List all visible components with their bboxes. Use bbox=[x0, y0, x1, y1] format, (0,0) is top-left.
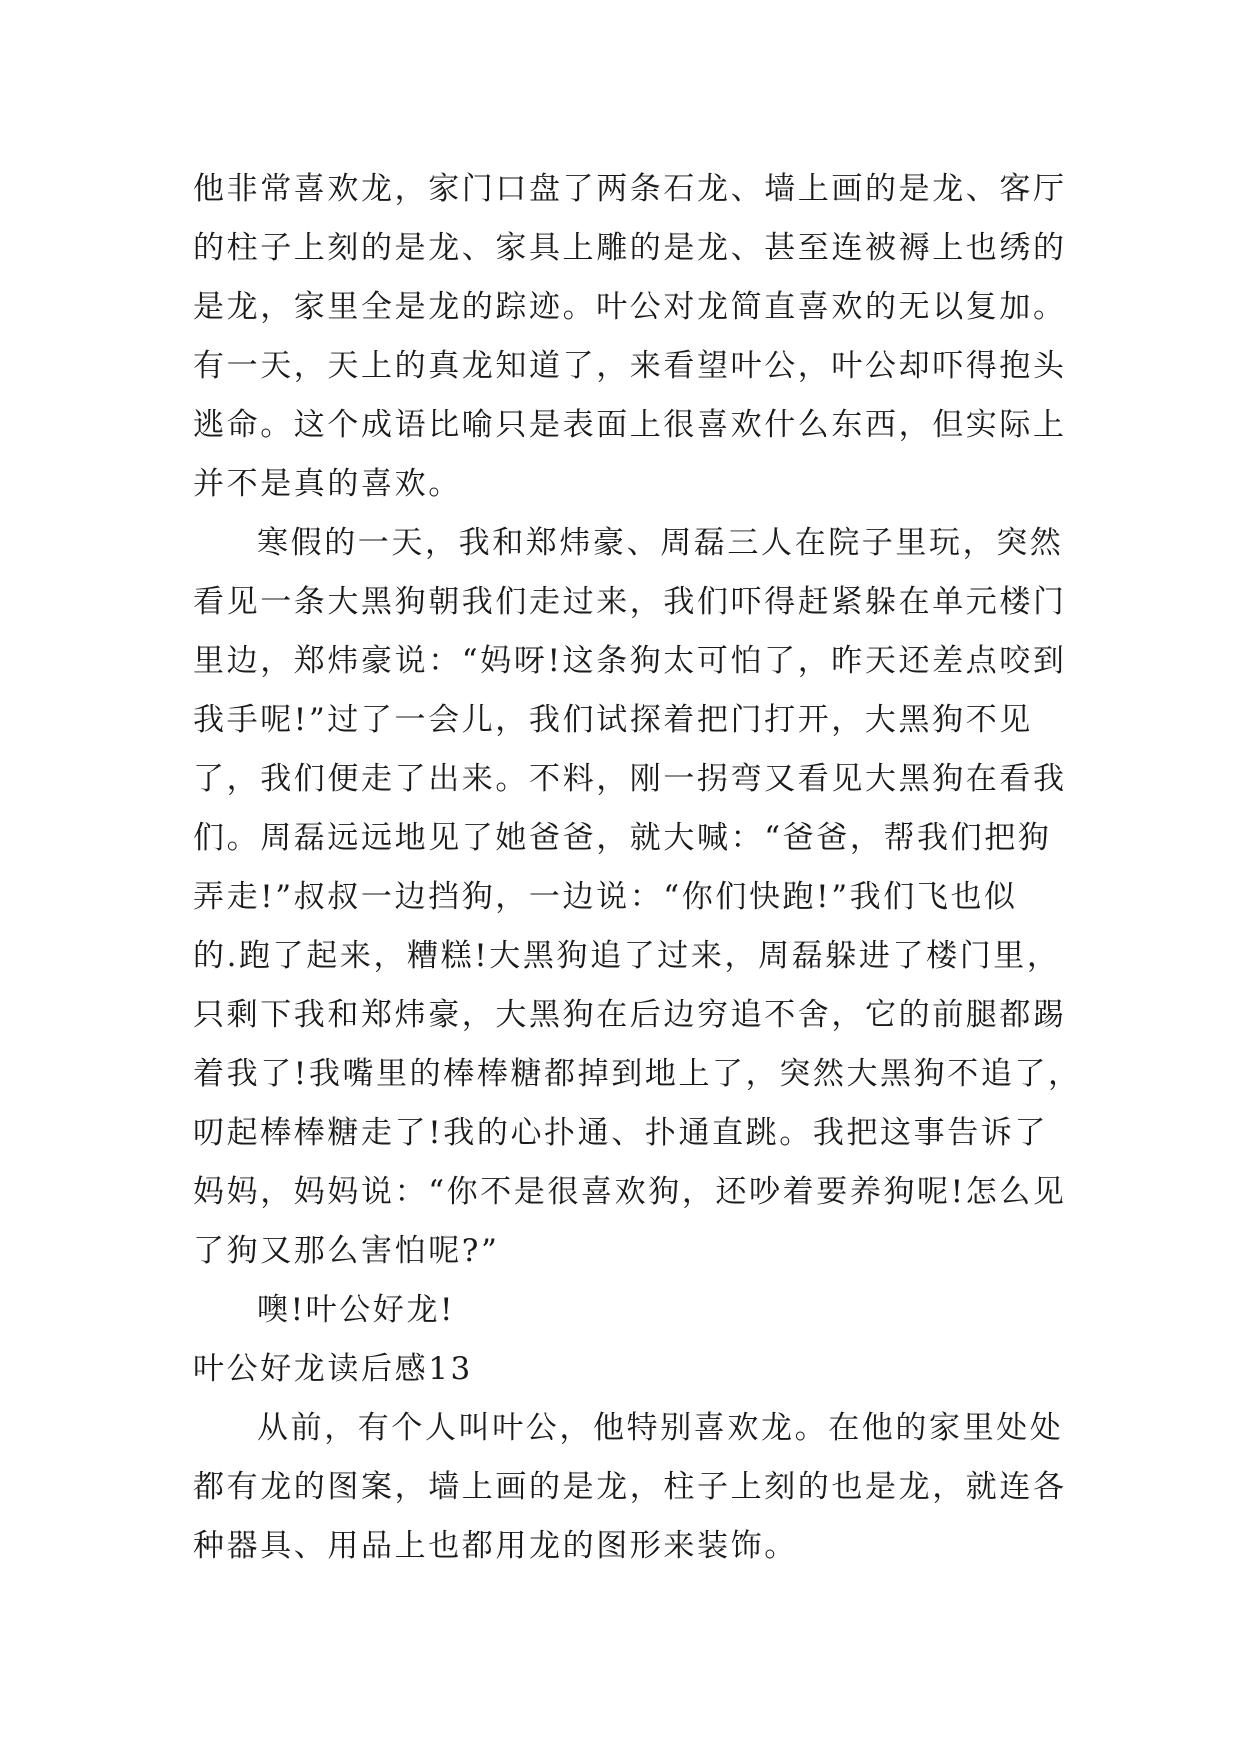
text-line: 了，我们便走了出来。不料，刚一拐弯又看见大黑狗在看我 bbox=[193, 761, 1067, 797]
text-line: 的.跑了起来，糟糕!大黑狗追了过来，周磊躲进了楼门里， bbox=[193, 938, 1061, 974]
text-line: 我手呢!”过了一会儿，我们试探着把门打开，大黑狗不见 bbox=[193, 702, 1033, 738]
text-line: 的柱子上刻的是龙、家具上雕的是龙、甚至连被褥上也绣的 bbox=[193, 230, 1067, 266]
text-line: 只剩下我和郑炜豪，大黑狗在后边穷追不舍，它的前腿都踢 bbox=[193, 997, 1067, 1033]
text-line: 看见一条大黑狗朝我们走过来，我们吓得赶紧躲在单元楼门 bbox=[193, 584, 1067, 620]
paragraph-first-line: 噢!叶公好龙! bbox=[257, 1292, 456, 1328]
text-line: 逃命。这个成语比喻只是表面上很喜欢什么东西，但实际上 bbox=[193, 407, 1067, 443]
text-line: 着我了!我嘴里的棒棒糖都掉到地上了，突然大黑狗不追了， bbox=[193, 1056, 1082, 1092]
text-line: 叨起棒棒糖走了!我的心扑通、扑通直跳。我把这事告诉了 bbox=[193, 1115, 1049, 1151]
text-line: 并不是真的喜欢。 bbox=[193, 466, 462, 502]
text-line: 都有龙的图案，墙上画的是龙，柱子上刻的也是龙，就连各 bbox=[193, 1469, 1067, 1505]
text-line: 他非常喜欢龙，家门口盘了两条石龙、墙上画的是龙、客厅 bbox=[193, 171, 1067, 207]
text-line: 了狗又那么害怕呢?” bbox=[193, 1233, 500, 1269]
text-line: 有一天，天上的真龙知道了，来看望叶公，叶公却吓得抱头 bbox=[193, 348, 1067, 384]
text-line: 里边，郑炜豪说：“妈呀!这条狗太可怕了，昨天还差点咬到 bbox=[193, 643, 1067, 679]
paragraph-first-line: 寒假的一天，我和郑炜豪、周磊三人在院子里玩，突然 bbox=[257, 525, 1064, 561]
text-line: 是龙，家里全是龙的踪迹。叶公对龙简直喜欢的无以复加。 bbox=[193, 289, 1067, 325]
section-heading: 叶公好龙读后感13 bbox=[193, 1351, 473, 1387]
paragraph-first-line: 从前，有个人叫叶公，他特别喜欢龙。在他的家里处处 bbox=[257, 1410, 1064, 1446]
text-line: 种器具、用品上也都用龙的图形来装饰。 bbox=[193, 1528, 798, 1564]
text-line: 妈妈，妈妈说：“你不是很喜欢狗，还吵着要养狗呢!怎么见 bbox=[193, 1174, 1067, 1210]
text-line: 弄走!”叔叔一边挡狗，一边说：“你们快跑!”我们飞也似 bbox=[193, 879, 1018, 915]
text-line: 们。周磊远远地见了她爸爸，就大喊：“爸爸，帮我们把狗 bbox=[193, 820, 1052, 856]
document-page bbox=[193, 160, 1093, 1576]
